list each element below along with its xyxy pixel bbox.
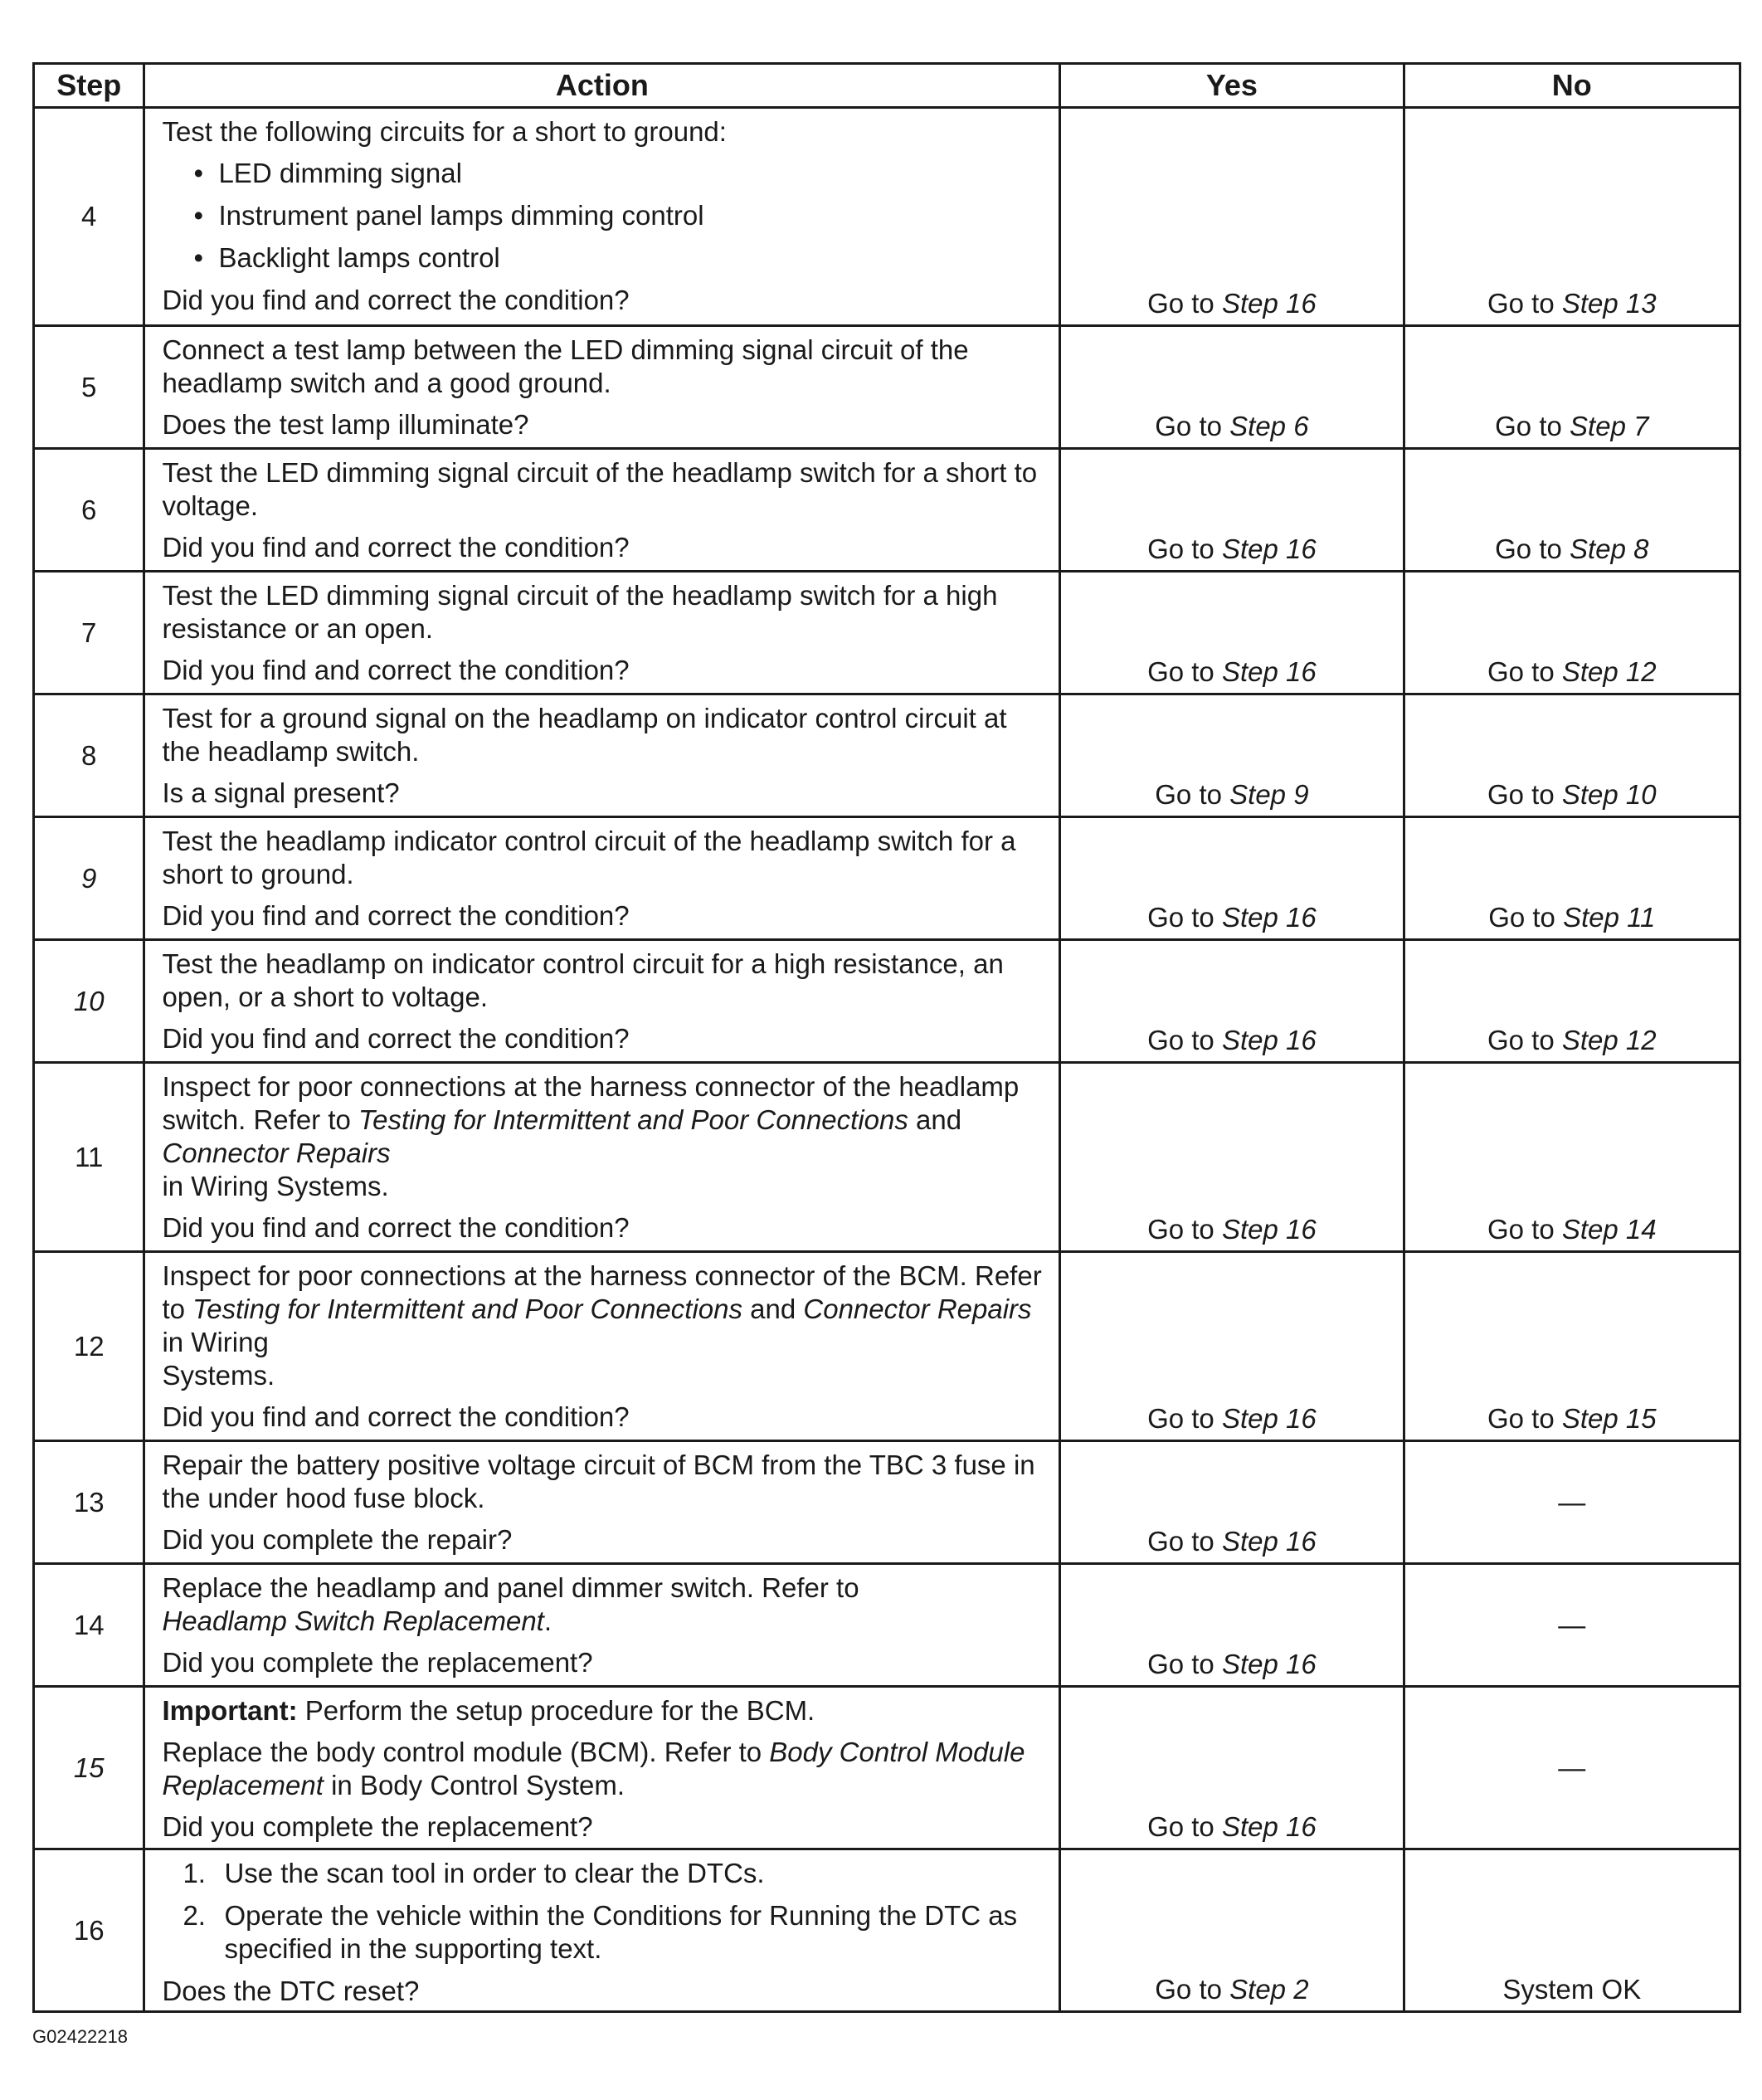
step-number: 16 bbox=[34, 1849, 144, 2012]
step-link: Step 16 bbox=[1221, 902, 1317, 933]
action-cell bbox=[144, 1687, 1060, 1849]
no-cell: Go to Step 13 bbox=[1404, 108, 1740, 326]
step-number: 5 bbox=[34, 326, 144, 449]
question: Did you find and correct the condition? bbox=[162, 900, 630, 931]
header-row bbox=[34, 64, 1740, 108]
action-text: Replace the body control module (BCM). Refer to Body Control Module Replacement in Body Control System. bbox=[162, 1737, 1025, 1800]
table-row bbox=[34, 326, 1740, 449]
reference-link: Connector Repairs bbox=[803, 1294, 1032, 1324]
no-cell: Go to Step 8 bbox=[1404, 449, 1740, 572]
action-text: Replace the headlamp and panel dimmer switch. Refer to Headlamp Switch Replacement. bbox=[162, 1572, 859, 1636]
yes-cell: Go to Step 6 bbox=[1060, 326, 1404, 449]
action-text: Test the LED dimming signal circuit of the headlamp switch for a high resistance or an open. bbox=[162, 580, 998, 644]
no-cell: Go to Step 10 bbox=[1404, 694, 1740, 817]
table-row bbox=[34, 572, 1740, 694]
list-item: 1. Use the scan tool in order to clear the DTCs. bbox=[183, 1858, 765, 1888]
step-link: Step 16 bbox=[1221, 288, 1317, 319]
question: Did you complete the replacement? bbox=[162, 1647, 593, 1678]
step-number: 15 bbox=[34, 1687, 144, 1849]
no-cell: — bbox=[1404, 1687, 1740, 1849]
action-cell bbox=[144, 940, 1060, 1063]
list-item: • LED dimming signal bbox=[218, 157, 1042, 190]
action-cell bbox=[144, 1063, 1060, 1252]
table-row bbox=[34, 1063, 1740, 1252]
no-cell: Go to Step 11 bbox=[1404, 817, 1740, 940]
no-cell: Go to Step 12 bbox=[1404, 572, 1740, 694]
reference-link: Connector Repairs bbox=[162, 1138, 391, 1168]
action-cell bbox=[144, 1849, 1060, 2012]
step-number: 10 bbox=[34, 940, 144, 1063]
step-link: Step 13 bbox=[1561, 288, 1657, 319]
reference-link: Testing for Intermittent and Poor Connections bbox=[192, 1294, 742, 1324]
action-cell bbox=[144, 817, 1060, 940]
action-text: Test the headlamp on indicator control circuit for a high resistance, an open, or a short to voltage. bbox=[162, 948, 1004, 1012]
action-text: Repair the battery positive voltage circuit of BCM from the TBC 3 fuse in the under hood fuse block. bbox=[162, 1450, 1035, 1513]
table-row bbox=[34, 694, 1740, 817]
step-number: 11 bbox=[34, 1063, 144, 1252]
header-step: Step bbox=[34, 64, 144, 108]
reference-link: Headlamp Switch Replacement bbox=[162, 1605, 544, 1636]
question: Did you find and correct the condition? bbox=[162, 532, 630, 563]
step-number: 13 bbox=[34, 1441, 144, 1564]
action-text: Test the LED dimming signal circuit of the headlamp switch for a short to voltage. bbox=[162, 457, 1038, 521]
yes-cell: Go to Step 16 bbox=[1060, 108, 1404, 326]
action-text: Test the headlamp indicator control circuit of the headlamp switch for a short to ground. bbox=[162, 826, 1016, 889]
yes-cell: Go to Step 16 bbox=[1060, 449, 1404, 572]
table-row bbox=[34, 449, 1740, 572]
yes-cell: Go to Step 16 bbox=[1060, 1564, 1404, 1687]
yes-cell: Go to Step 16 bbox=[1060, 1687, 1404, 1849]
step-number: 6 bbox=[34, 449, 144, 572]
table-row bbox=[34, 1441, 1740, 1564]
step-link: Step 11 bbox=[1563, 902, 1656, 933]
question: Did you find and correct the condition? bbox=[162, 655, 630, 685]
action-text: Inspect for poor connections at the harness connector of the headlamp switch. Refer to Testing for Intermittent and Poor Connections and Connector Repairs in Wiring Systems. bbox=[162, 1071, 1020, 1201]
step-link: Step 15 bbox=[1561, 1403, 1657, 1434]
no-cell: — bbox=[1404, 1441, 1740, 1564]
step-number: 12 bbox=[34, 1252, 144, 1441]
step-link: Step 16 bbox=[1221, 1811, 1317, 1842]
no-cell: Go to Step 14 bbox=[1404, 1063, 1740, 1252]
step-link: Step 7 bbox=[1570, 411, 1649, 441]
step-number: 9 bbox=[34, 817, 144, 940]
yes-cell: Go to Step 16 bbox=[1060, 1252, 1404, 1441]
step-link: Step 12 bbox=[1561, 1025, 1657, 1055]
list-item: • Instrument panel lamps dimming control bbox=[218, 199, 1042, 232]
question: Does the test lamp illuminate? bbox=[162, 409, 529, 440]
yes-cell: Go to Step 16 bbox=[1060, 1063, 1404, 1252]
step-link: Step 16 bbox=[1221, 1526, 1317, 1557]
step-link: Step 10 bbox=[1561, 779, 1657, 810]
table-row bbox=[34, 1849, 1740, 2012]
action-text: Connect a test lamp between the LED dimming signal circuit of the headlamp switch and a good ground. bbox=[162, 334, 969, 398]
question: Did you find and correct the condition? bbox=[162, 1023, 630, 1054]
action-cell bbox=[144, 694, 1060, 817]
diagnostic-table bbox=[32, 62, 1741, 2013]
action-text: Test the following circuits for a short to ground: bbox=[162, 116, 727, 147]
step-number: 14 bbox=[34, 1564, 144, 1687]
step-link: Step 16 bbox=[1221, 1025, 1317, 1055]
table-row bbox=[34, 940, 1740, 1063]
action-cell bbox=[144, 326, 1060, 449]
header-action: Action bbox=[144, 64, 1060, 108]
no-cell: Go to Step 7 bbox=[1404, 326, 1740, 449]
yes-cell: Go to Step 2 bbox=[1060, 1849, 1404, 2012]
step-link: Step 16 bbox=[1221, 656, 1317, 687]
question: Does the DTC reset? bbox=[162, 1976, 420, 2006]
question: Did you find and correct the condition? bbox=[162, 285, 630, 315]
question: Did you complete the repair? bbox=[162, 1524, 513, 1555]
yes-cell: Go to Step 16 bbox=[1060, 572, 1404, 694]
no-cell: Go to Step 15 bbox=[1404, 1252, 1740, 1441]
table-row bbox=[34, 1252, 1740, 1441]
list-item: • Backlight lamps control bbox=[218, 241, 1042, 275]
yes-cell: Go to Step 9 bbox=[1060, 694, 1404, 817]
reference-link: Body Control Module Replacement bbox=[162, 1737, 1025, 1800]
question: Is a signal present? bbox=[162, 777, 400, 808]
step-link: Step 16 bbox=[1221, 534, 1317, 564]
action-cell bbox=[144, 572, 1060, 694]
step-number: 4 bbox=[34, 108, 144, 326]
step-number: 7 bbox=[34, 572, 144, 694]
yes-cell: Go to Step 16 bbox=[1060, 940, 1404, 1063]
table-row bbox=[34, 1564, 1740, 1687]
header-no: No bbox=[1404, 64, 1740, 108]
table-row bbox=[34, 1687, 1740, 1849]
table-row bbox=[34, 108, 1740, 326]
system-ok-label: System OK bbox=[1502, 1974, 1642, 2005]
no-cell: Go to Step 12 bbox=[1404, 940, 1740, 1063]
step-link: Step 14 bbox=[1561, 1214, 1657, 1245]
figure-id: G02422218 bbox=[32, 2026, 128, 2047]
question: Did you find and correct the condition? bbox=[162, 1212, 630, 1243]
no-cell bbox=[1404, 1849, 1740, 2012]
action-cell bbox=[144, 1564, 1060, 1687]
step-link: Step 16 bbox=[1221, 1403, 1317, 1434]
yes-cell: Go to Step 16 bbox=[1060, 1441, 1404, 1564]
step-link: Step 8 bbox=[1570, 534, 1649, 564]
action-text: Inspect for poor connections at the harness connector of the BCM. Refer to Testing for Intermittent and Poor Connections and Connector Repairs in Wiring Systems. bbox=[162, 1260, 1042, 1391]
list-item: 2. Operate the vehicle within the Conditions for Running the DTC as specified in the supporting text. bbox=[183, 1900, 1018, 1964]
step-link: Step 9 bbox=[1229, 779, 1309, 810]
important-note: Important: Perform the setup procedure for the BCM. bbox=[162, 1695, 815, 1726]
question: Did you complete the replacement? bbox=[162, 1811, 593, 1842]
header-yes: Yes bbox=[1060, 64, 1404, 108]
step-link: Step 16 bbox=[1221, 1214, 1317, 1245]
table-row bbox=[34, 817, 1740, 940]
step-link: Step 2 bbox=[1229, 1974, 1309, 2005]
action-cell bbox=[144, 1441, 1060, 1564]
step-link: Step 12 bbox=[1561, 656, 1657, 687]
no-cell: — bbox=[1404, 1564, 1740, 1687]
action-cell bbox=[144, 108, 1060, 326]
numbered-list bbox=[162, 1857, 1042, 1966]
reference-link: Testing for Intermittent and Poor Connections bbox=[358, 1104, 908, 1135]
yes-cell: Go to Step 16 bbox=[1060, 817, 1404, 940]
bullet-list bbox=[162, 157, 1042, 275]
action-text: Test for a ground signal on the headlamp on indicator control circuit at the headlamp switch. bbox=[162, 703, 1007, 767]
action-cell bbox=[144, 449, 1060, 572]
step-link: Step 16 bbox=[1221, 1649, 1317, 1679]
step-number: 8 bbox=[34, 694, 144, 817]
step-link: Step 6 bbox=[1229, 411, 1309, 441]
question: Did you find and correct the condition? bbox=[162, 1401, 630, 1432]
action-cell bbox=[144, 1252, 1060, 1441]
